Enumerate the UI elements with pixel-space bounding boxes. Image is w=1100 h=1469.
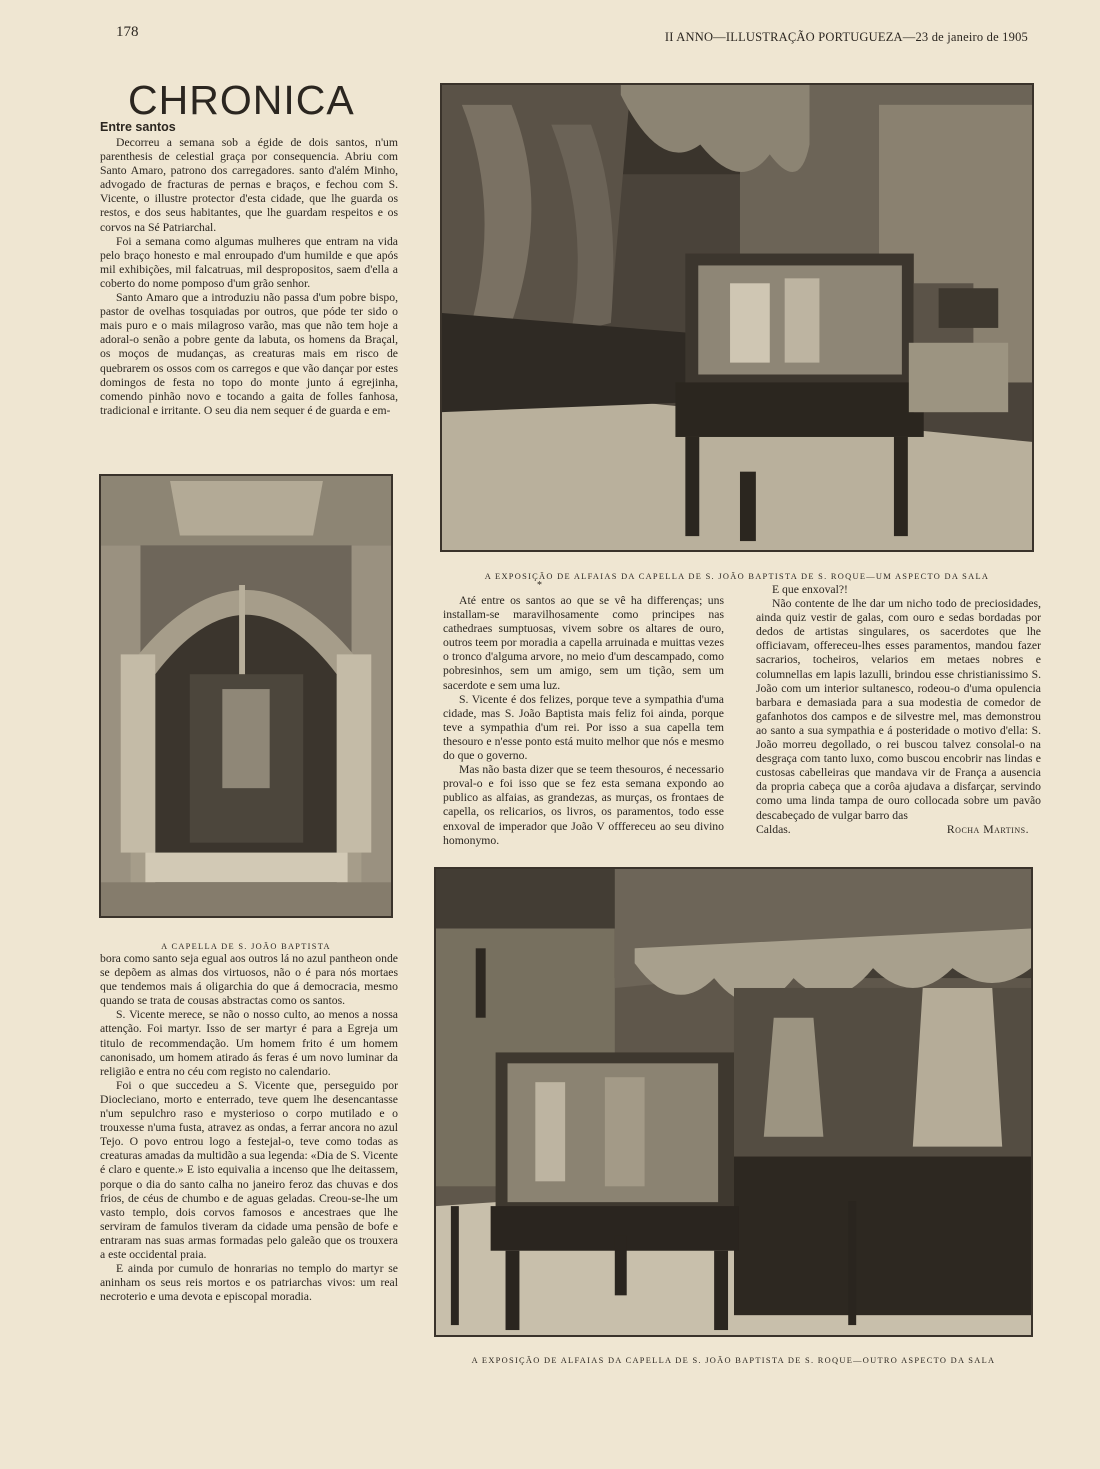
column-1-bottom-text — [100, 952, 398, 1304]
article-title: CHRONICA — [128, 77, 355, 123]
column-1-top-text — [100, 136, 398, 418]
column-2-paragraph: Até entre os santos ao que se vê ha differenças; uns installam-se maravilhosamente como principes nas cathedraes sumptuosas, vivem sobre os altares de ouro, outros teem por moradia a capella arruinada e muittas vezes o tronco d'alguma arvore, no meio d'um descampado, como pobresinhos, sem um amigo, sem um tição, sem um sacerdote e sem uma luz. — [443, 594, 724, 692]
photo-2-caption: A CAPELLA DE S. JOÃO BAPTISTA — [161, 942, 331, 951]
page-number: 178 — [116, 24, 139, 40]
column-2-paragraph: Mas não basta dizer que se teem thesouros, é necessario proval-o e foi isso que se fez esta semana expondo ao publico as alfaias, as grandezas, as murças, os frontaes de capella, os relicarios, os livros, os paramentos, todo esse enxoval de imperador que João V offfereceu ao seu divino homonymo. — [443, 763, 724, 847]
photo-exhibition-room-1 — [440, 83, 1034, 552]
article-subtitle: Entre santos — [100, 120, 176, 134]
column-3-text — [756, 583, 1041, 837]
photo-exhibition-room-2 — [434, 867, 1033, 1337]
column-3-last-word: Caldas. — [756, 822, 791, 836]
column-1-top-paragraph: Santo Amaro que a introduziu não passa d'um pobre bispo, pastor de ovelhas tosquiadas por outros, que póde ter sido o mais puro e o mais milagroso varão, mas que não tem hoje a adoral-o senão a pobre gente da labuta, os homens da Braçal, os moços de mudanças, as creaturas mais em risco de quebrarem os ossos com os carregos e que vão dançar por estes domingos de festa no topo do monte junto á egrejinha, comendo pinhão novo e tocando a gaita de folles fanhosa, tradicional e irritante. O seu dia nem sequer é de guarda e em- — [100, 291, 398, 417]
column-1-bottom-paragraph: bora como santo seja egual aos outros lá no azul pantheon onde se depõem as almas dos virtuosos, não o é para nós mortaes que tendemos mais á oligarchia do que á democracia, mesmo quando se trata de cousas abstractas como os santos. — [100, 952, 398, 1008]
column-2-text — [443, 594, 724, 848]
author-signature: Rocha Martins. — [946, 822, 1029, 836]
column-1-top-paragraph: Decorreu a semana sob a égide de dois santos, n'um parenthesis de celestial graça por consequencia. Abriu com Santo Amaro, patrono dos carregadores. santo d'além Minho, advogado de fracturas de pernas e braços, e fechou com S. Vicente, o illustre protector d'esta cidade, que lhe guarda os restos, e dos seus habitantes, que lhe guardam respeitos e os corvos na Sé Patriarchal. — [100, 136, 398, 234]
photo-exhibition-room-1-image — [442, 85, 1032, 550]
column-1-bottom-paragraph: E ainda por cumulo de honrarias no templo do martyr se aninham os seus reis mortos e os patriarchas vivos: um real necroterio e uma devota e episcopal moradia. — [100, 1262, 398, 1304]
column-3-paragraph: Não contente de lhe dar um nicho todo de preciosidades, ainda quiz vestir de galas, com ouro e sedas bordadas por dedos de artistas singulares, os sacerdotes que lhe officiavam, offereceu-lhes esses paramentos, mandou fazer sacrarios, tocheiros, velarios em metaes nobres e columnellas em lapis lazulli, brindou esse christianissimo S. João com um interior sultanesco, rodeou-o d'uma opulencia barbara e demasiada para a sua modestia de comedor de gafanhotos dos campos e de silvestre mel, mas demonstrou ao santo a sua sympathia e á posteridade o motivo d'ella: S. João morreu degollado, o rei buscou talvez consolal-o na desgraça com tanto luxo, como buscou encobrir nas lindas e custosas cabelleiras que mandava vir de França a ausencia da propria cabeça que a corôa ajudava a disfarçar, servindo como uma linda tampa de ouro collocada sobre um pavão descabeçado de vulgar barro das — [756, 597, 1041, 822]
running-head: II ANNO—ILLUSTRAÇÃO PORTUGUEZA—23 de janeiro de 1905 — [664, 30, 1028, 44]
column-1-bottom-paragraph: Foi o que succedeu a S. Vicente que, perseguido por Diocleciano, morto e enterrado, teve quem lhe desencantasse n'um sepulchro raso e mysterioso o corpo mutilado e o trouxesse n'uma fusta, atravez as ondas, a ferrar ancora no azul Tejo. O povo entrou logo a festejal-o, teve como todas as creaturas amadas da multidão a sua legenda: «Dia de S. Vicente é claro e quente.» E isto equivalia a incenso que lhe deitassem, porque o dia do santo calha no janeiro feroz das chuvas e dos frios, de céus de chumbo e de aguas geladas. Creou-se-lhe um vasto templo, dois corvos famosos e ancestraes que lhe serviram de famulos tiveram da cidade uma pensão de bofe e entraram nas suas armas formadas pelo galeão que os trouxera a este occidental praia. — [100, 1078, 398, 1261]
column-1-bottom-paragraph: S. Vicente merece, se não o nosso culto, ao menos a nossa attenção. Foi martyr. Isso de ser martyr é para a Egreja um titulo de recommendação. Um homem frito é um homem canonisado, um homem atirado ás feras é um novo luminar da religião e entra no céu com registo no calendario. — [100, 1008, 398, 1078]
photo-3-caption: A EXPOSIÇÃO DE ALFAIAS DA CAPELLA DE S. JOÃO BAPTISTA DE S. ROQUE—OUTRO ASPECTO DA SALA — [471, 1356, 996, 1365]
photo-chapel-image — [101, 476, 391, 916]
photo-exhibition-room-2-image — [436, 869, 1031, 1335]
column-3-lead: E que enxoval?! — [772, 583, 848, 596]
column-2-paragraph: S. Vicente é dos felizes, porque teve a sympathia d'uma cidade, mas S. João Baptista mais feliz foi ainda, porque teve a sympathia d'um rei. Por isso a sua capella tem thesouro e n'esse ponto está muito melhor que nós e mesmo do que o governo. — [443, 692, 724, 763]
column-3-closing-line — [756, 823, 1041, 837]
section-star: * — [537, 580, 542, 591]
column-1-top-paragraph: Foi a semana como algumas mulheres que entram na vida pelo braço honesto e mal enroupado d'um humilde e que após mil exhibições, mil falcatruas, mil despropositos, saem d'ella a coberto do nome pomposo d'um grão senhor. — [100, 234, 398, 290]
photo-chapel — [99, 474, 393, 918]
photo-1-caption: A EXPOSIÇÃO DE ALFAIAS DA CAPELLA DE S. JOÃO BAPTISTA DE S. ROQUE—UM ASPECTO DA SALA — [484, 572, 990, 581]
